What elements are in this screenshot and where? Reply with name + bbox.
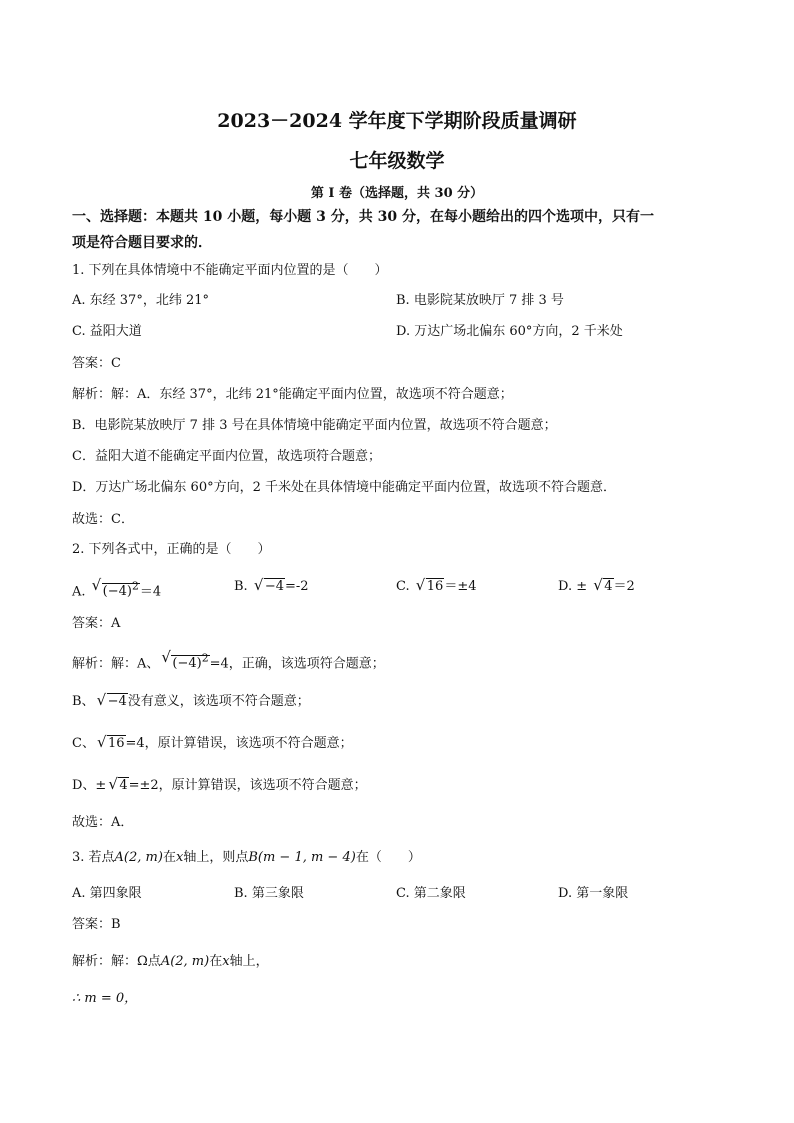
q1-analysis-c: C．益阳大道不能确定平面内位置，故选项符合题意；: [72, 449, 381, 464]
q2-analysis-d: D、± √ 4=±2，原计算错误，该选项不符合题意；: [72, 775, 367, 793]
sqrt-symbol: √ 4: [593, 576, 613, 594]
sqrt-symbol: √ 16: [415, 576, 444, 594]
q2-option-a: A. √ $(-4)^2=4$: [72, 576, 162, 600]
q3-therefore: ∴ m = 0，: [72, 991, 138, 1006]
section-heading-line2: 项是符合题目要求的．: [72, 235, 212, 251]
q2-conclusion: 故选：A．: [72, 815, 134, 830]
q2-option-c: C. √ 16＝±4: [396, 576, 477, 594]
q1-analysis-d: D．万达广场北偏东 60°方向，2 千米处在具体情境中能确定平面内位置，故选项不符合题意．: [72, 480, 617, 495]
sqrt-symbol: √ −4: [96, 691, 127, 709]
subject-title: 七年级数学: [349, 150, 445, 172]
q3-analysis: 解析：解：Ω点A(2, m)在x轴上，: [72, 954, 269, 969]
q1-analysis-b: B．电影院某放映厅 7 排 3 号在具体情境中能确定平面内位置，故选项不符合题意；: [72, 418, 557, 433]
q1-stem: 1. 下列在具体情境中不能确定平面内位置的是（ ）: [72, 263, 388, 278]
section-heading-line1: 一、选择题：本题共 10 小题，每小题 3 分，共 30 分，在每小题给出的四个选项中，只有一: [72, 209, 654, 225]
q3-option-b: B. 第三象限: [234, 886, 304, 901]
q3-answer: 答案：B: [72, 917, 121, 932]
q2-analysis-c: C、 √ 16=4，原计算错误，该选项不符合题意；: [72, 733, 353, 751]
q2-analysis-a: 解析：解：A、 √ $(-4)^2=4$，正确，该选项符合题意；: [72, 648, 385, 672]
sqrt-symbol: √ $(-4)^2$: [161, 648, 209, 672]
q2-answer: 答案：A: [72, 616, 121, 631]
document-title: 2023－2024 学年度下学期阶段质量调研: [217, 110, 577, 132]
q2-option-d: D. ± √ 4＝2: [558, 576, 635, 594]
sqrt-symbol: √ −4: [253, 576, 284, 594]
part-title: 第 I 卷（选择题，共 30 分）: [310, 186, 484, 201]
q2-option-b: B. √ −4=-2: [234, 576, 309, 594]
q1-conclusion: 故选：C．: [72, 512, 134, 527]
q2-stem: 2. 下列各式中，正确的是（ ）: [72, 542, 271, 557]
q2-analysis-b: B、 √ −4没有意义，该选项不符合题意；: [72, 691, 310, 709]
sqrt-symbol: √ 4: [108, 775, 128, 793]
q1-option-c: C. 益阳大道: [72, 324, 142, 339]
q3-option-a: A. 第四象限: [72, 886, 142, 901]
q1-option-a: A. 东经 37°，北纬 21°: [72, 293, 210, 308]
sqrt-symbol: √ $(-4)^2$: [91, 576, 139, 600]
q3-stem: 3. 若点A(2, m)在x轴上，则点B(m − 1, m − 4)在（ ）: [72, 850, 421, 865]
q3-option-d: D. 第一象限: [558, 886, 629, 901]
q1-option-b: B. 电影院某放映厅 7 排 3 号: [396, 293, 564, 308]
q1-analysis-a: 解析：解：A．东经 37°，北纬 21°能确定平面内位置，故选项不符合题意；: [72, 387, 513, 402]
sqrt-symbol: √ 16: [96, 733, 125, 751]
q1-option-d: D. 万达广场北偏东 60°方向，2 千米处: [396, 324, 623, 339]
because-symbol: Ω: [137, 954, 148, 969]
q3-option-c: C. 第二象限: [396, 886, 466, 901]
q1-answer: 答案：C: [72, 356, 121, 371]
